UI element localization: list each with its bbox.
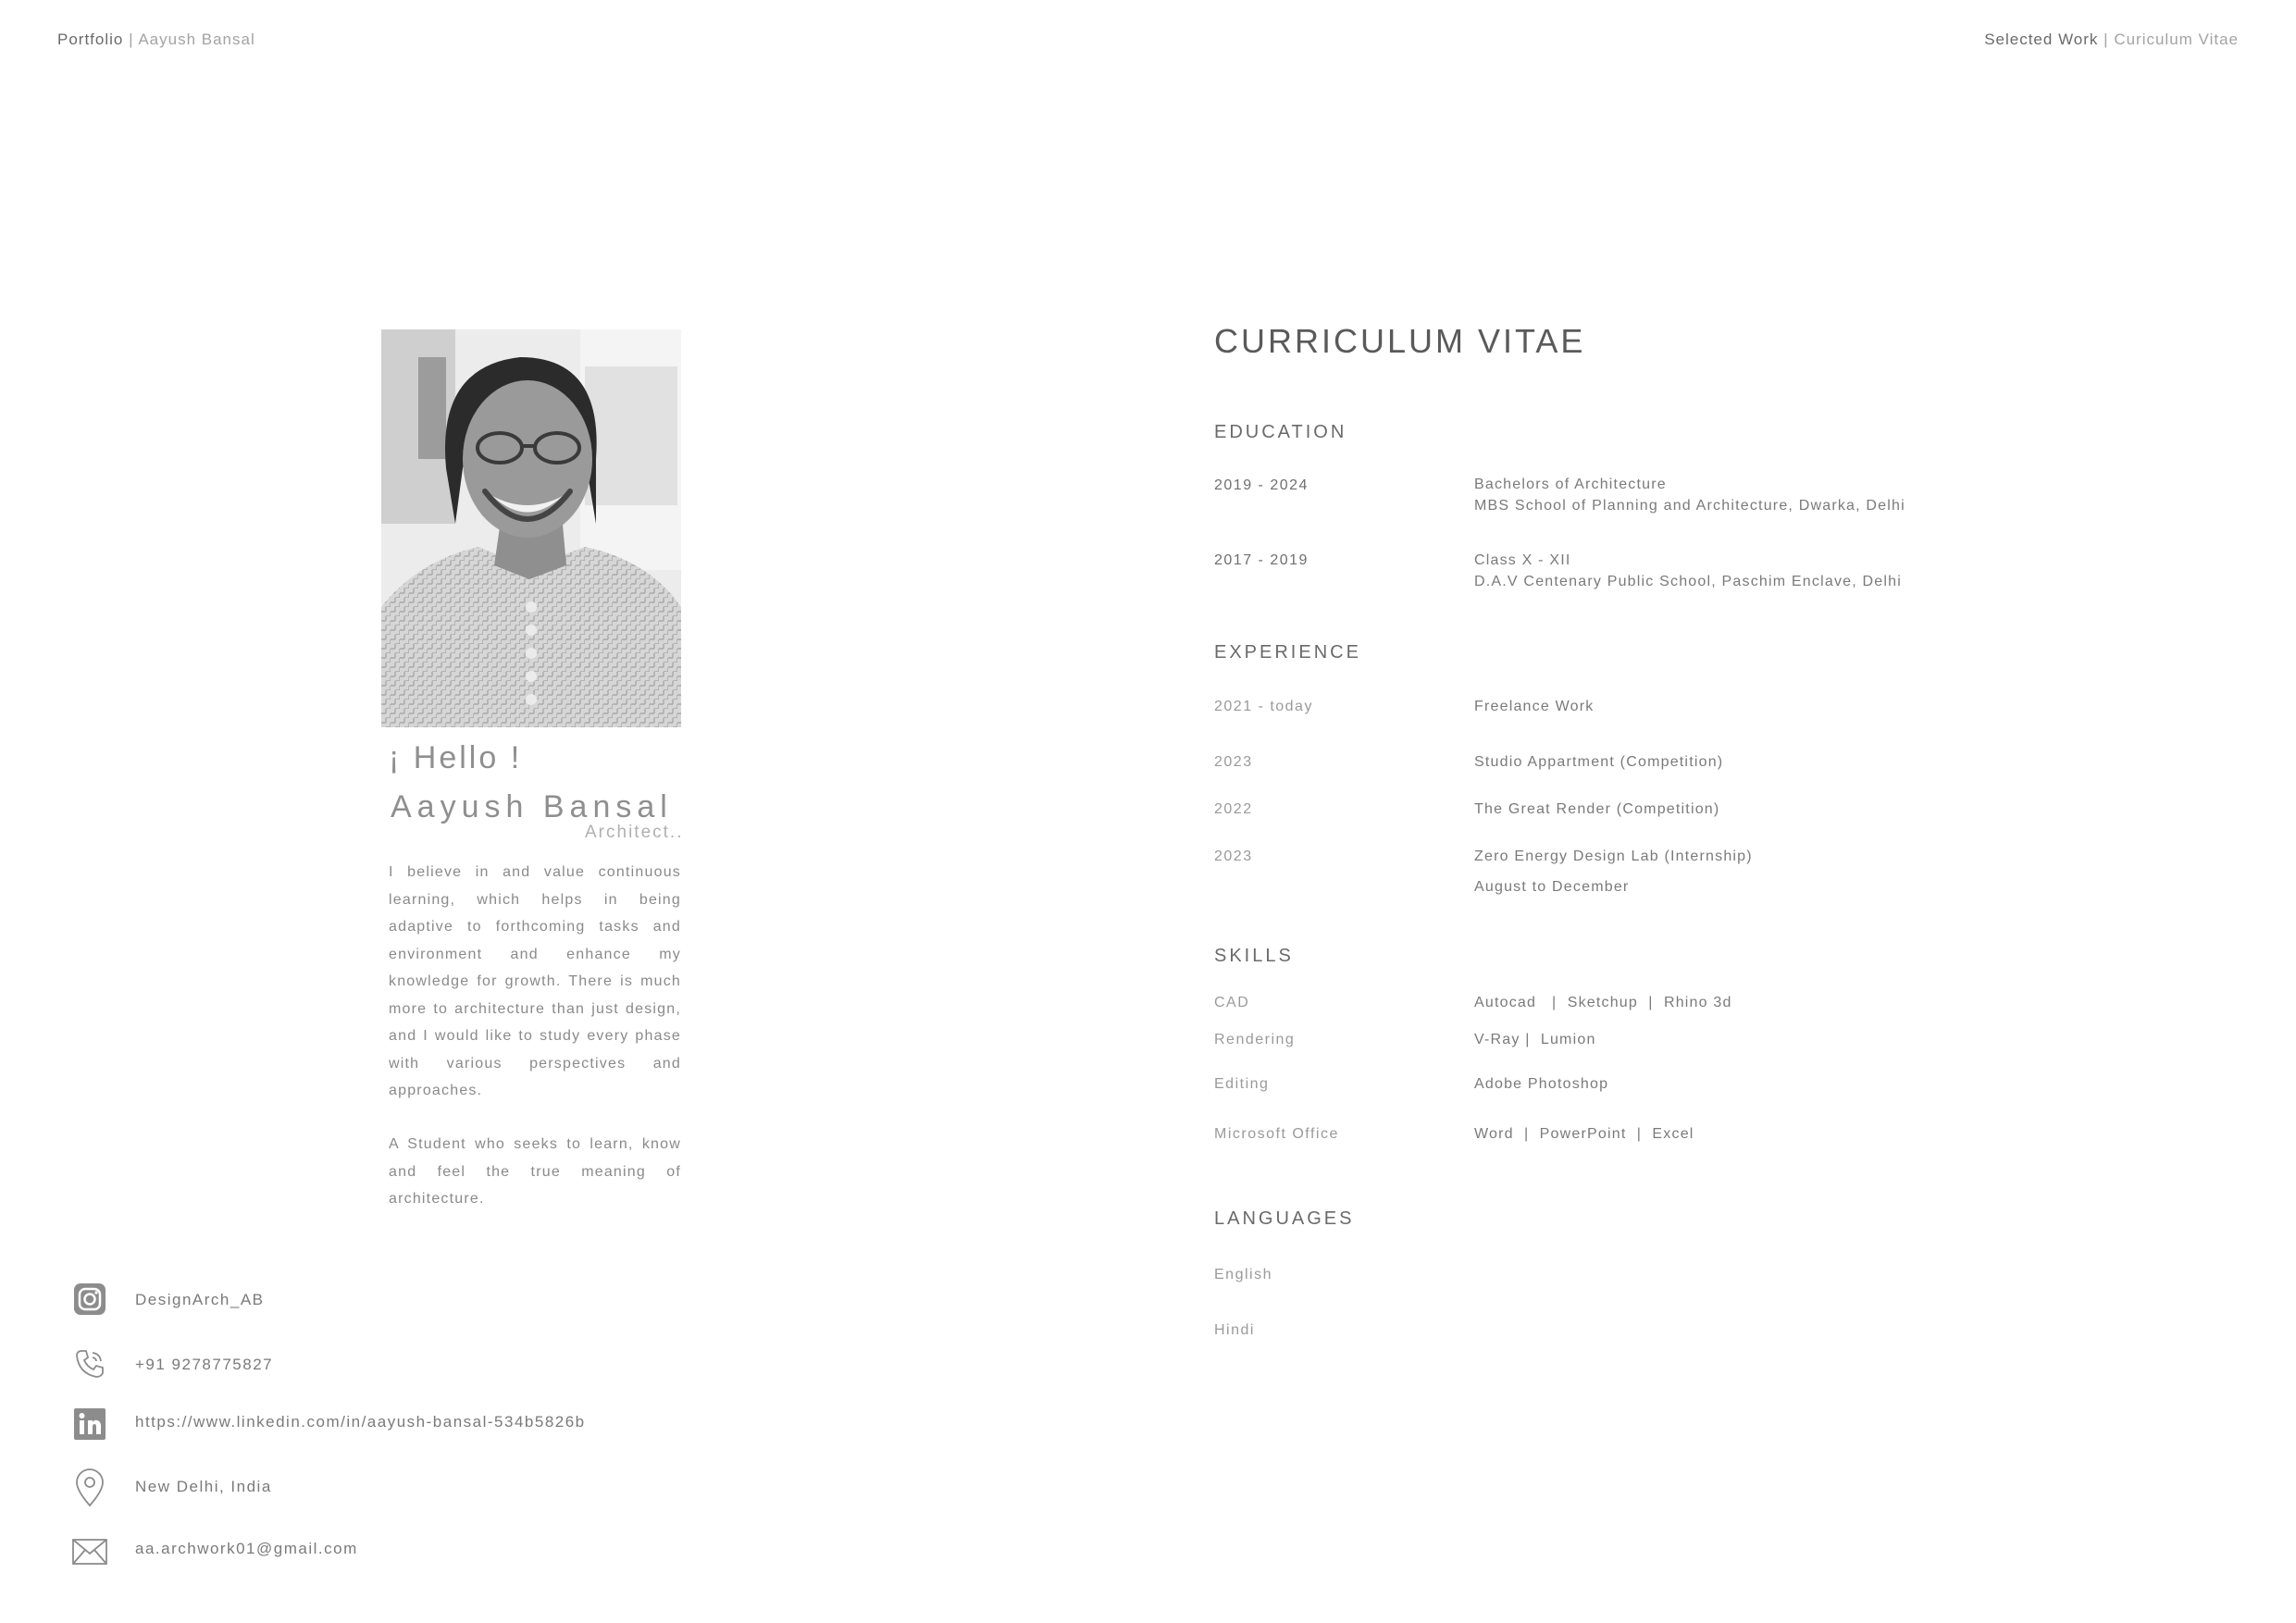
skill-label: Rendering bbox=[1214, 1032, 1296, 1047]
greeting: ¡ Hello ! bbox=[389, 740, 523, 775]
skill-label: Microsoft Office bbox=[1214, 1126, 1339, 1142]
header-right bbox=[1984, 31, 2239, 49]
education-years: 2019 - 2024 bbox=[1214, 477, 1309, 493]
header-separator: | bbox=[129, 31, 134, 48]
education-detail bbox=[1474, 474, 1905, 516]
profile-photo bbox=[381, 329, 681, 727]
linkedin-url[interactable]: https://www.linkedin.com/in/aayush-bansal-534b5826b bbox=[135, 1413, 586, 1431]
linkedin-icon[interactable] bbox=[70, 1405, 109, 1443]
location-pin-icon bbox=[70, 1468, 109, 1507]
experience-title: Freelance Work bbox=[1474, 699, 1595, 714]
phone-icon[interactable] bbox=[70, 1344, 109, 1383]
email-address[interactable]: aa.archwork01@gmail.com bbox=[135, 1540, 358, 1557]
experience-years: 2023 bbox=[1214, 754, 1253, 770]
language-item: Hindi bbox=[1214, 1322, 1255, 1338]
instagram-icon[interactable] bbox=[70, 1280, 109, 1319]
mail-icon[interactable] bbox=[70, 1532, 109, 1571]
experience-title: Studio Appartment (Competition) bbox=[1474, 754, 1724, 770]
header-section-label: Selected Work bbox=[1984, 31, 2099, 48]
phone-number[interactable]: +91 9278775827 bbox=[135, 1356, 274, 1373]
experience-years: 2023 bbox=[1214, 849, 1253, 864]
skill-label: Editing bbox=[1214, 1076, 1270, 1092]
education-years: 2017 - 2019 bbox=[1214, 552, 1309, 568]
experience-years: 2022 bbox=[1214, 801, 1253, 817]
header-portfolio-label: Portfolio bbox=[57, 31, 124, 48]
experience-title: The Great Render (Competition) bbox=[1474, 801, 1720, 817]
header-separator: | bbox=[2104, 31, 2109, 48]
experience-period: August to December bbox=[1474, 879, 1630, 895]
experience-detail bbox=[1474, 846, 1753, 898]
skill-value: V-Ray | Lumion bbox=[1474, 1032, 1596, 1047]
skill-value: Word | PowerPoint | Excel bbox=[1474, 1126, 1694, 1142]
experience-years: 2021 - today bbox=[1214, 699, 1313, 714]
education-institution: MBS School of Planning and Architecture, Dwarka, Delhi bbox=[1474, 498, 1905, 514]
skills-heading: SKILLS bbox=[1214, 946, 1294, 966]
education-degree: Class X - XII bbox=[1474, 552, 1571, 568]
education-heading: EDUCATION bbox=[1214, 422, 1347, 442]
header-page-label: Curiculum Vitae bbox=[2114, 31, 2239, 48]
language-item: English bbox=[1214, 1267, 1272, 1282]
bio-paragraph: A Student who seeks to learn, know and feel the true meaning of architecture. bbox=[389, 1136, 681, 1207]
skill-label: CAD bbox=[1214, 995, 1250, 1010]
skill-value: Adobe Photoshop bbox=[1474, 1076, 1609, 1092]
experience-title: Zero Energy Design Lab (Internship) bbox=[1474, 849, 1753, 864]
header-left bbox=[57, 31, 255, 49]
profile-name: Aayush Bansal bbox=[391, 789, 673, 824]
profile-role: Architect.. bbox=[585, 823, 684, 842]
instagram-handle[interactable]: DesignArch_AB bbox=[135, 1291, 265, 1308]
education-degree: Bachelors of Architecture bbox=[1474, 477, 1667, 492]
education-detail bbox=[1474, 550, 1902, 592]
bio-paragraph: I believe in and value continuous learning, which helps in being adaptive to forthcoming tasks and environment and enhance my knowledge for growth. There is much more to architecture than just design, and I would like to study every phase with various perspectives and approaches. bbox=[389, 864, 681, 1098]
skill-value: Autocad | Sketchup | Rhino 3d bbox=[1474, 995, 1732, 1010]
location-text: New Delhi, India bbox=[135, 1478, 272, 1495]
languages-heading: LANGUAGES bbox=[1214, 1208, 1355, 1229]
header-author-name: Aayush Bansal bbox=[138, 31, 255, 48]
cv-title: CURRICULUM VITAE bbox=[1214, 322, 1586, 360]
experience-heading: EXPERIENCE bbox=[1214, 642, 1361, 663]
education-institution: D.A.V Centenary Public School, Paschim Enclave, Delhi bbox=[1474, 574, 1903, 589]
